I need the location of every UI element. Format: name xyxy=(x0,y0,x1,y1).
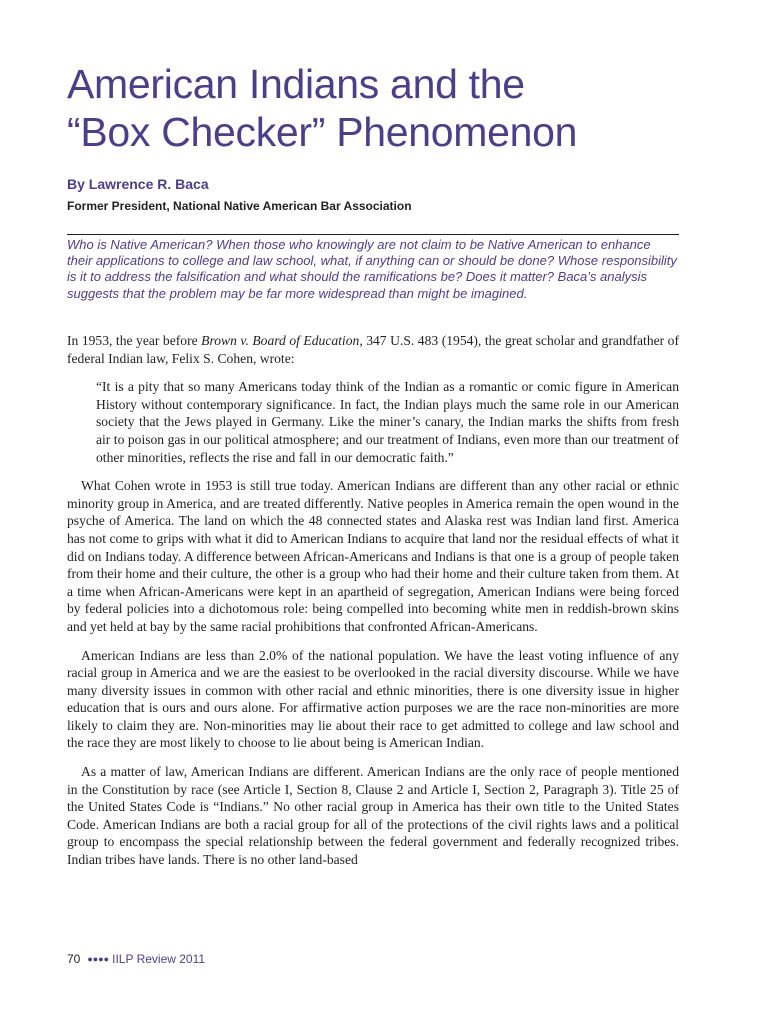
title-line-1: American Indians and the xyxy=(67,61,525,107)
article-abstract: Who is Native American? When those who knowingly are not claim to be Native American to enhance their applications to college and law school, what, if anything can or should be done? Whose responsibility is it to address the falsification and what should the ramifications be? Does it matter? Baca’s analysis suggests that the problem may be far more widespread than might be imagined. xyxy=(67,237,677,301)
page-footer xyxy=(67,952,205,966)
paragraph-2: What Cohen wrote in 1953 is still true today. American Indians are different than any other racial or ethnic minority group in America, and are treated differently. Native peoples in America remain the open wound in the psyche of America. The land on which the 48 connected states and Alaska rest was Indian land first. America has not come to grips with what it did to American Indians to acquire that land nor the residual effects of what it did on Indians today. A difference between African-Americans and Indians is that one is a group of people taken from their home and their culture, the other is a group who had their home and their culture taken from them. At a time when African-Americans were kept in an apartheid of segregation, American Indians were being forced by federal policies into a dichotomous role: being compelled into becoming white men in reddish-brown skins and yet held at bay by the same racial prohibitions that confronted African-Americans. xyxy=(67,478,679,634)
title-line-2: “Box Checker” Phenomenon xyxy=(67,109,578,155)
cohen-quote: “It is a pity that so many Americans today think of the Indian as a romantic or comic figure in American History without contemporary significance. In fact, the Indian plays much the same role in our American society that the Jews played in Germany. Like the miner’s canary, the Indian marks the shifts from fresh air to poison gas in our political atmosphere; and our treatment of Indians, even more than our treatment of other minorities, reflects the rise and fall in our democratic faith.” xyxy=(96,379,679,465)
paragraph-1-rest: , 347 U.S. 483 (1954), the great scholar and grandfather of federal Indian law, Felix S. Cohen, wrote: xyxy=(67,333,680,366)
footer-dots-ornament: ●●●● xyxy=(87,954,110,964)
abstract-divider xyxy=(67,234,679,235)
article-title xyxy=(67,60,727,156)
page-number: 70 xyxy=(67,952,81,966)
paragraph-1-lead: In 1953, the year before xyxy=(67,333,202,348)
paragraph-1 xyxy=(67,332,679,367)
paragraph-4: As a matter of law, American Indians are different. American Indians are the only race of people mentioned in the Constitution by race (see Article I, Section 8, Clause 2 and Article I, Section 2, Paragraph 3). Title 25 of the United States Code is “Indians.” No other racial group in America has their own title to the United States Code. American Indians are both a racial group for all of the protections of the civil rights laws and a political group to encompass the special relationship between the federal government and federally recognized tribes. Indian tribes have lands. There is no other land-based xyxy=(67,764,679,868)
paragraph-3: American Indians are less than 2.0% of the national population. We have the least voting influence of any racial group in America and we are the easiest to be overlooked in the racial diversity discourse. While we have many diversity issues in common with other racial and ethnic minorities, there is one diversity issue in higher education that is ours and ours alone. For affirmative action purposes we are the race non-minorities are more likely to claim they are. Non-minorities may lie about their race to get admitted to college and law school and the race they are most likely to choose to lie about being is American Indian. xyxy=(67,647,679,751)
article-body xyxy=(67,332,679,869)
author-byline: By Lawrence R. Baca xyxy=(67,176,209,192)
case-citation: Brown v. Board of Education xyxy=(201,333,360,348)
journal-name: IILP Review 2011 xyxy=(112,952,206,966)
author-affiliation: Former President, National Native American Bar Association xyxy=(67,199,412,213)
